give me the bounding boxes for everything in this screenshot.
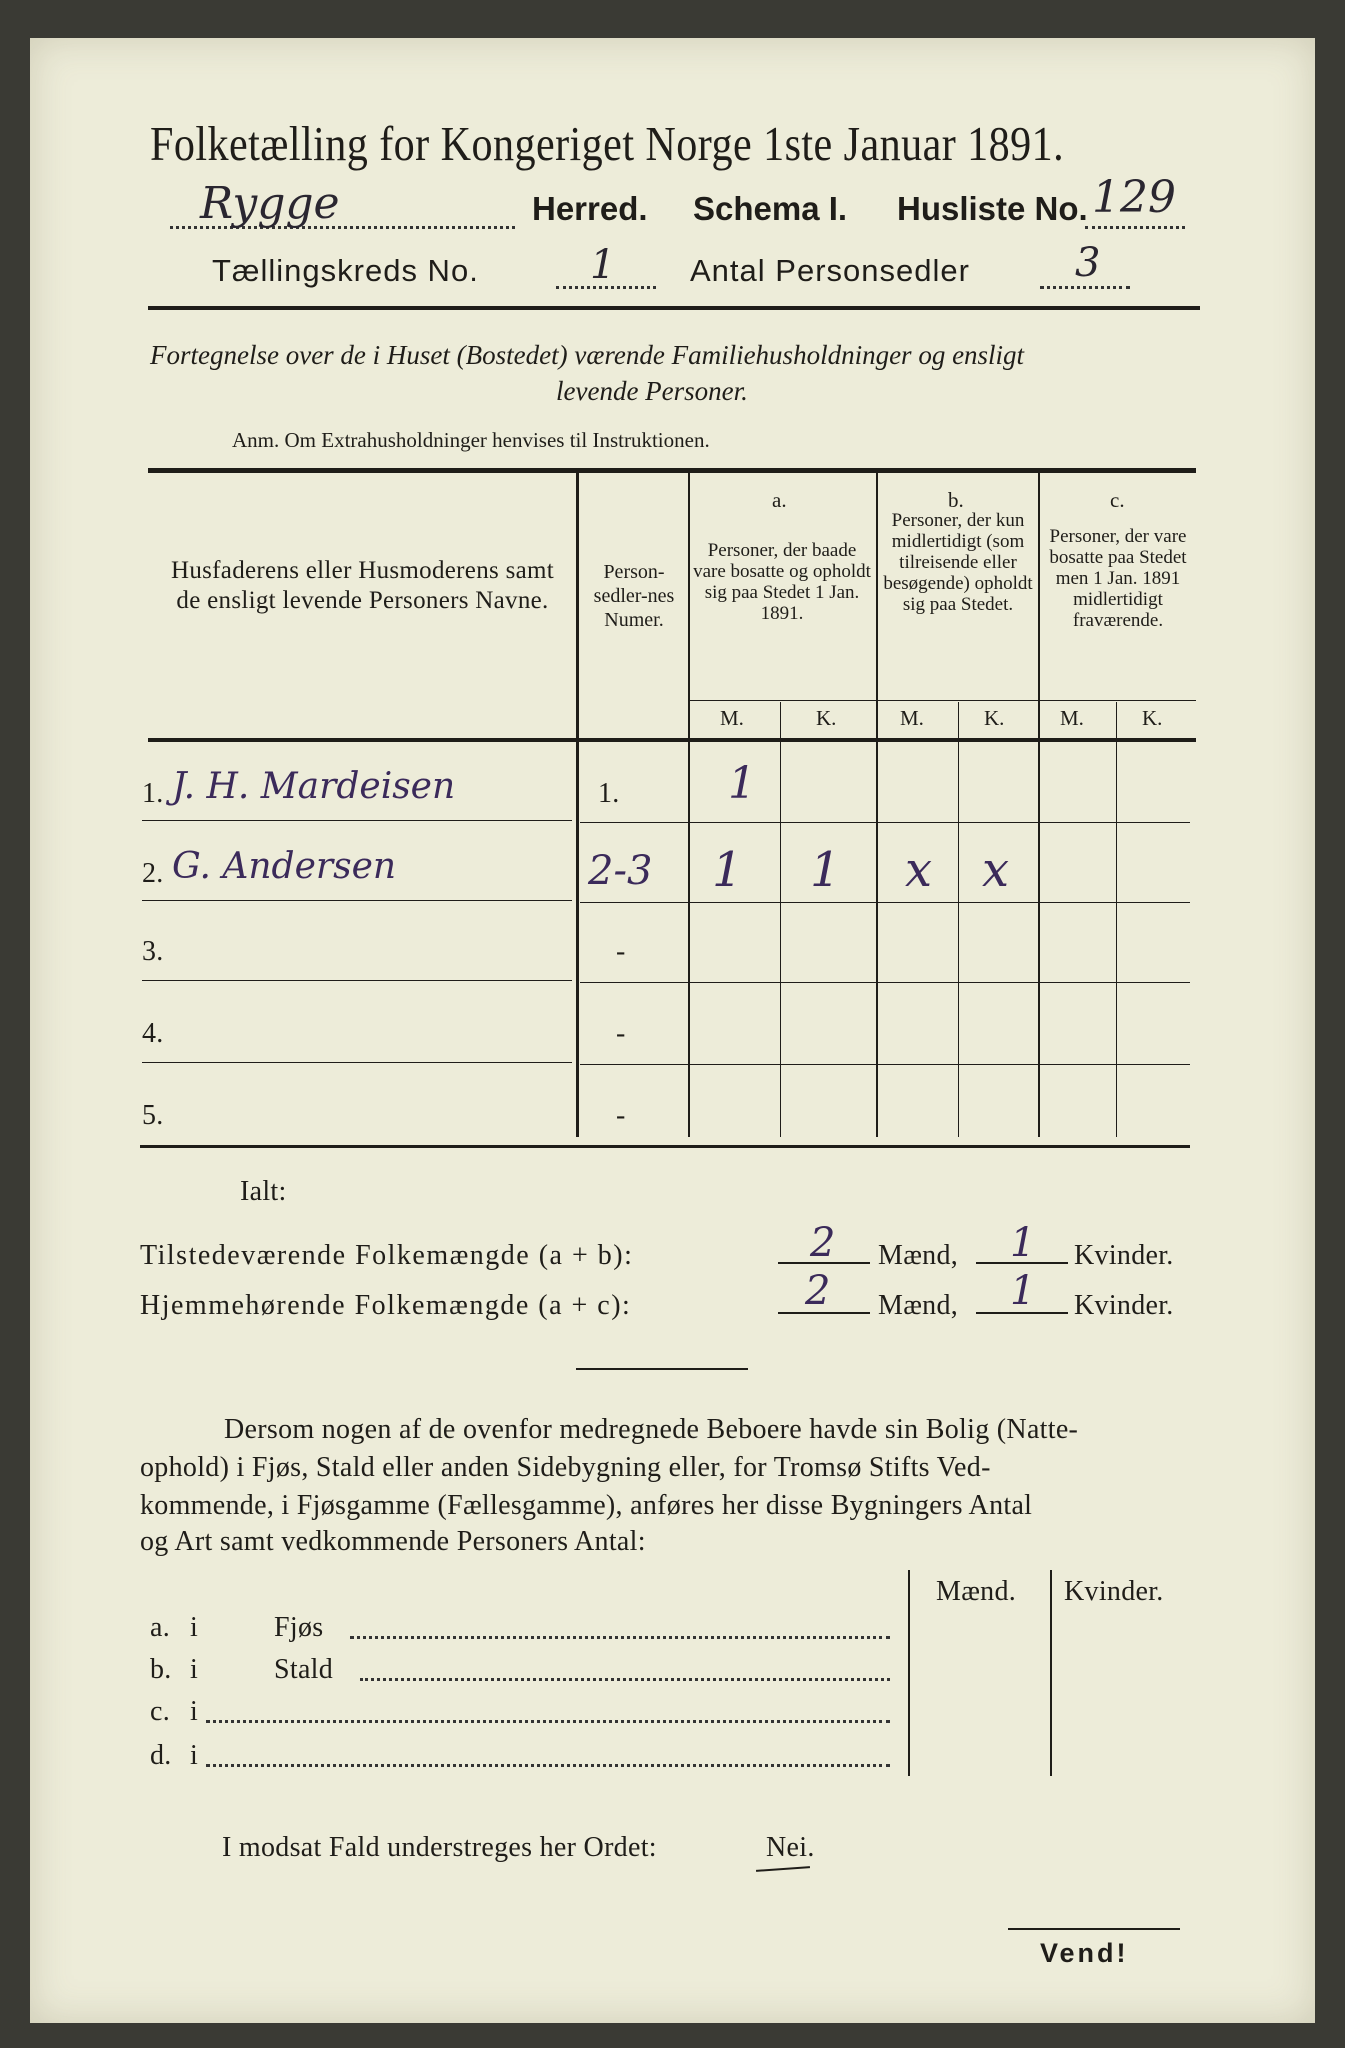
building-a-letter: a. — [150, 1612, 171, 1643]
row-3-numer: - — [616, 936, 626, 967]
schema-label: Schema I. — [693, 190, 848, 227]
antal-label: Antal Personsedler — [690, 253, 970, 288]
kreds-label: Tællingskreds No. — [212, 253, 479, 288]
tilstede-k-value: 1 — [1010, 1220, 1036, 1266]
row-2-name: G. Andersen — [172, 846, 397, 887]
col-b-letter: b. — [948, 488, 964, 512]
hjemme-k-value: 1 — [1010, 1268, 1036, 1314]
building-c-dots — [206, 1718, 890, 1723]
row-1-a-m: 1 — [728, 758, 756, 809]
a-m-header: M. — [720, 706, 744, 730]
tilstede-label: Tilstedeværende Folkemængde (a + b): — [140, 1240, 634, 1271]
para-line-2: ophold) i Fjøs, Stald eller anden Sidebygning eller, for Tromsø Stifts Ved- — [140, 1452, 991, 1483]
para-line-3: kommende, i Fjøsgamme (Fællesgamme), anføres her disse Bygningers Antal — [140, 1490, 1033, 1521]
building-b-dots — [360, 1676, 890, 1681]
a-k-header: K. — [816, 706, 837, 730]
col-divider-a — [876, 472, 878, 1137]
para-line-4: og Art samt vedkommende Personers Antal: — [140, 1526, 646, 1557]
buildings-divider-2 — [1050, 1570, 1052, 1776]
col-header-c: Personer, der vare bosatte paa Stedet men 1 Jan. 1891 midlertidigt fraværende. — [1049, 526, 1187, 631]
row-3-rule — [142, 980, 572, 981]
b-k-header: K. — [984, 706, 1005, 730]
anm-note: Anm. Om Extrahusholdninger henvises til Instruktionen. — [232, 428, 710, 452]
ialt-label: Ialt: — [240, 1176, 287, 1207]
building-d-i: i — [190, 1740, 199, 1771]
building-b-letter: b. — [150, 1654, 172, 1685]
row-1-numer: 1. — [598, 778, 620, 809]
buildings-kvinder-header: Kvinder. — [1064, 1576, 1164, 1607]
row-2-number: 2. — [142, 858, 164, 889]
herred-label: Herred. — [532, 190, 648, 227]
building-a-dots — [350, 1634, 890, 1639]
antal-number: 3 — [1075, 240, 1101, 286]
section-separator — [576, 1368, 748, 1370]
col-header-b: Personer, der kun midlertidigt (som tilreisende eller besøgende) opholdt sig paa Stedet. — [883, 510, 1033, 615]
para-line-1: Dersom nogen af de ovenfor medregnede Beboere havde sin Bolig (Natte- — [224, 1414, 1079, 1445]
row-5-number: 5. — [142, 1100, 164, 1131]
col-a-letter: a. — [772, 488, 787, 512]
b-m-header: M. — [900, 706, 924, 730]
building-a-i: i — [190, 1612, 199, 1643]
row-4-number: 4. — [142, 1018, 164, 1049]
building-b-name: Stald — [274, 1654, 334, 1685]
nei-word: Nei. — [766, 1832, 815, 1863]
buildings-maend-header: Mænd. — [936, 1576, 1017, 1607]
row-2-numer: 2-3 — [588, 848, 653, 894]
header-rule — [148, 306, 1200, 310]
col-header-numer: Person-sedler-nes Numer. — [593, 561, 675, 631]
modsat-label: I modsat Fald understreges her Ordet: — [222, 1832, 657, 1863]
table-bottom-rule — [140, 1145, 1190, 1148]
hjemme-label: Hjemmehørende Folkemængde (a + c): — [140, 1290, 632, 1321]
row-2-a-k: 1 — [810, 842, 841, 898]
tilstede-kvinder: Kvinder. — [1074, 1240, 1174, 1271]
col-c-letter: c. — [1110, 488, 1125, 512]
building-b-i: i — [190, 1654, 199, 1685]
row-2-rule — [142, 900, 572, 901]
row-4-rule — [142, 1062, 572, 1063]
mk-rule — [690, 700, 1196, 701]
row-2-b-m: x — [905, 842, 933, 898]
row-3-number: 3. — [142, 936, 164, 967]
row-1-rule-right — [580, 822, 1190, 823]
c-k-header: K. — [1142, 706, 1163, 730]
building-c-letter: c. — [150, 1696, 171, 1727]
row-4-numer: - — [616, 1018, 626, 1049]
col-header-name: Husfaderens eller Husmoderens samt de ensligt levende Personers Navne. — [170, 557, 554, 614]
herred-name-value: Rygge — [200, 178, 340, 229]
row-2-rule-right — [580, 902, 1190, 903]
row-1-number: 1. — [142, 778, 164, 809]
row-1-name: J. H. Mardeisen — [172, 766, 456, 807]
row-2-b-k: x — [982, 842, 1010, 898]
tilstede-maend: Mænd, — [878, 1240, 959, 1271]
hjemme-m-value: 2 — [805, 1268, 831, 1314]
form-title: Folketælling for Kongeriget Norge 1ste Januar 1891. — [150, 116, 1065, 171]
intro-line-2: levende Personer. — [556, 376, 748, 406]
hjemme-maend: Mænd, — [878, 1290, 959, 1321]
building-d-letter: d. — [150, 1740, 172, 1771]
buildings-divider-1 — [908, 1570, 910, 1776]
col-header-a: Personer, der baade vare bosatte og opholdt sig paa Stedet 1 Jan. 1891. — [693, 540, 871, 624]
census-form-page — [30, 38, 1315, 2023]
intro-line-1: Fortegnelse over de i Huset (Bostedet) værende Familiehusholdninger og ensligt — [150, 340, 1025, 370]
row-4-rule-right — [580, 1064, 1190, 1065]
vend-rule — [1008, 1928, 1180, 1930]
kreds-number: 1 — [590, 242, 616, 288]
row-5-numer: - — [616, 1100, 626, 1131]
col-divider-b-mk — [958, 702, 959, 1137]
building-a-name: Fjøs — [274, 1612, 324, 1643]
husliste-label: Husliste No. — [897, 190, 1088, 227]
vend-label: Vend! — [1040, 1938, 1129, 1968]
row-2-a-m: 1 — [712, 842, 743, 898]
row-3-rule-right — [580, 982, 1190, 983]
building-c-i: i — [190, 1696, 199, 1727]
row-1-rule — [142, 820, 572, 821]
building-d-dots — [206, 1762, 890, 1767]
hjemme-kvinder: Kvinder. — [1074, 1290, 1174, 1321]
col-divider-c-mk — [1116, 702, 1117, 1137]
c-m-header: M. — [1060, 706, 1084, 730]
col-divider-a-mk — [780, 702, 781, 1137]
tilstede-m-value: 2 — [810, 1220, 836, 1266]
col-divider-name — [576, 472, 579, 1137]
husliste-number: 129 — [1092, 172, 1176, 223]
